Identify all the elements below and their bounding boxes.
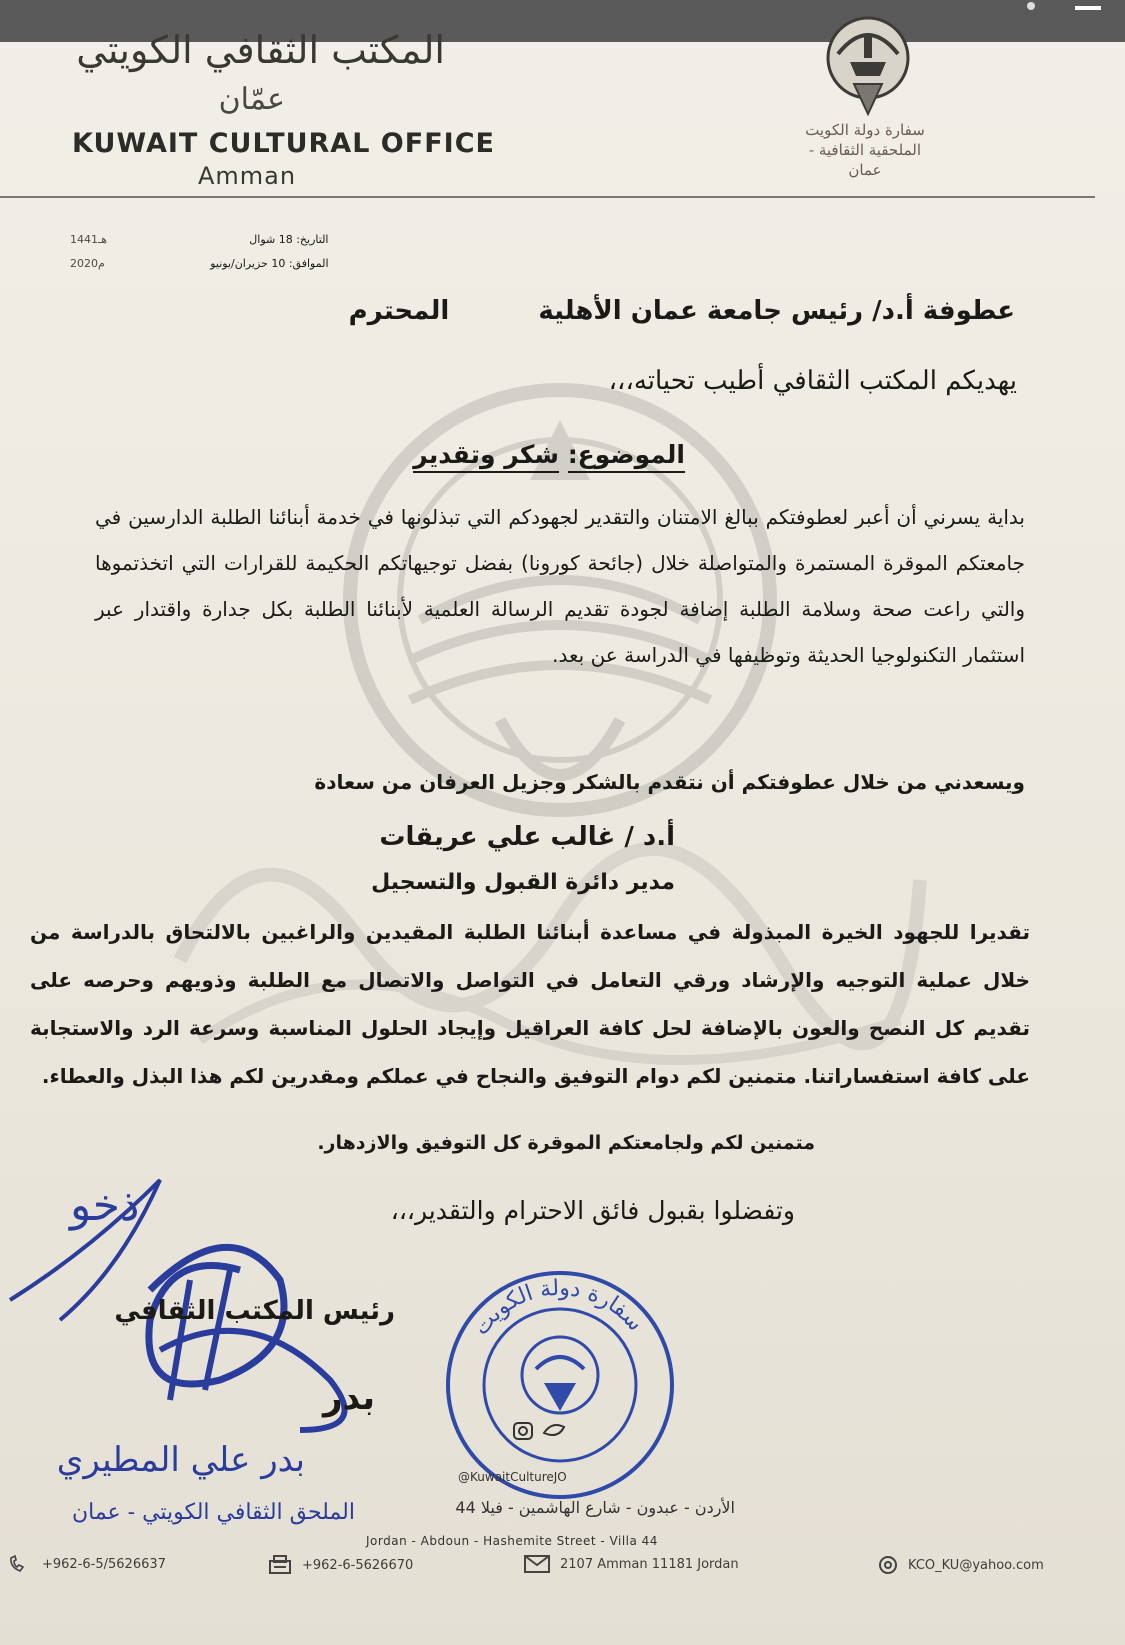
footer-phone — [8, 1555, 166, 1573]
gregorian-date: الموافق: 10 حزيران/يونيو — [210, 257, 329, 270]
signature-scrawl: ذخو — [70, 1180, 140, 1231]
office-name-english: KUWAIT CULTURAL OFFICE — [72, 128, 495, 159]
envelope-icon — [524, 1555, 550, 1573]
recipient: عطوفة أ.د/ رئيس جامعة عمان الأهلية — [538, 296, 1015, 326]
honoree-name: أ.د / غالب علي عريقات — [379, 822, 675, 852]
honorific: المحترم — [348, 296, 450, 326]
kuwait-emblem-icon — [820, 14, 916, 124]
footer-fax — [268, 1555, 413, 1575]
recipient-line — [349, 296, 1015, 326]
hijri-year: 1441هـ — [70, 233, 108, 246]
email-at-icon — [878, 1555, 898, 1575]
po-box: 2107 Amman 11181 Jordan — [560, 1556, 739, 1572]
footer-contacts — [0, 1555, 1125, 1595]
address-arabic: الأردن - عبدون - شارع الهاشمين - فيلا 44 — [455, 1498, 735, 1517]
hijri-date: التاريخ: 18 شوال — [249, 233, 329, 246]
office-name-arabic: المكتب الثقافي الكويتي — [76, 28, 445, 72]
status-line-icon — [1075, 6, 1101, 10]
embassy-stamp-icon — [440, 1265, 680, 1505]
footer-pobox — [524, 1555, 739, 1573]
greeting: يهديكم المكتب الثقافي أطيب تحياته،،، — [608, 366, 1017, 396]
signatory-role: الملحق الثقافي الكويتي - عمان — [71, 1500, 355, 1525]
stamp-text: سفارة دولة الكويت — [468, 1275, 648, 1341]
signatory-name: بدر علي المطيري — [56, 1440, 305, 1480]
closing-wish: متمنين لكم ولجامعتكم الموقرة كل التوفيق والازدهار. — [317, 1132, 815, 1154]
signatory-title: رئيس المكتب الثقافي — [114, 1296, 395, 1326]
date-block — [70, 228, 329, 276]
closing-regards: وتفضلوا بقبول فائق الاحترام والتقدير،،، — [390, 1196, 795, 1225]
social-handle: @KuwaitCultureJO — [458, 1470, 567, 1484]
honoree-title: مدير دائرة القبول والتسجيل — [371, 870, 675, 895]
embassy-label — [795, 120, 935, 180]
footer-email — [878, 1555, 1044, 1575]
paragraph-3: تقديرا للجهود الخيرة المبذولة في مساعدة أبنائنا الطلبة المقيدين والراغبين بالالتحاق بالدراسة من خلال عملية التوجيه والإرشاد ورقي التعامل في التواصل والاتصال مع الطلبة وذويهم وحرصه على تقديم كل النصح والعون بالإضافة لحل كافة العراقيل وإيجاد الحلول المناسبة وسرعة الرد والاستجابة على كافة استفساراتنا. متمنين لكم دوام التوفيق والنجاح في عملكم ومقدرين لكم هذا البذل والعطاء. — [30, 920, 1030, 1088]
phone-icon — [8, 1555, 32, 1573]
fax-icon — [268, 1555, 292, 1575]
subject-line — [413, 440, 685, 469]
status-dot-icon — [1027, 2, 1035, 10]
subject: شكر وتقدير — [413, 440, 559, 473]
address-english: Jordan - Abdoun - Hashemite Street - Villa 44 — [366, 1534, 658, 1548]
phone-number: +962-6-5/5626637 — [42, 1556, 166, 1572]
paragraph-1: بداية يسرني أن أعبر لعطوفتكم ببالغ الامتنان والتقدير لجهودكم التي تبذلونها في خدمة أبنائنا الطلبة الدارسين في جامعتكم الموقرة المستمرة والمتواصلة خلال (جائحة كورونا) بفضل توجيهاتكم الحكيمة للقرارات التي اتخذتموها والتي راعت صحة وسلامة الطلبة إضافة لجودة تقديم الرسالة العلمية لأبنائنا الطلبة بكل جدارة واقتدار عبر استثمار التكنولوجيا الحديثة وتوظيفها في الدراسة عن بعد. — [95, 505, 1025, 667]
fax-number: +962-6-5626670 — [302, 1557, 414, 1573]
embassy-line-1: سفارة دولة الكويت — [805, 121, 925, 139]
gregorian-date-row — [70, 252, 329, 276]
header-divider — [0, 196, 1095, 198]
city-name-english: Amman — [198, 162, 297, 190]
embassy-line-2: الملحقية الثقافية - عمان — [809, 141, 921, 179]
gregorian-year: 2020م — [70, 257, 105, 270]
email-address: KCO_KU@yahoo.com — [908, 1557, 1044, 1573]
hijri-date-row — [70, 228, 329, 252]
paragraph-2: ويسعدني من خلال عطوفتكم أن نتقدم بالشكر وجزيل العرفان من سعادة — [314, 770, 1025, 794]
signatory-short-name: بدر — [323, 1378, 375, 1418]
city-name-arabic: عمّان — [218, 82, 285, 117]
subject-label: الموضوع: — [568, 440, 685, 473]
